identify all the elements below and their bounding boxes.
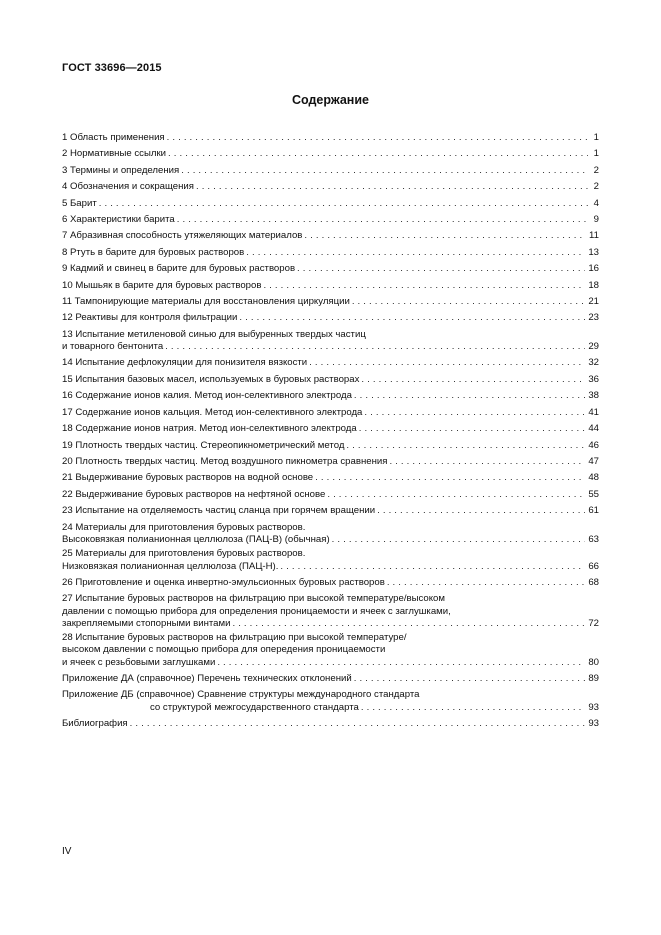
toc-entry[interactable] — [62, 405, 599, 421]
toc-entry-page: 93 — [588, 717, 599, 729]
dot-leader — [364, 405, 585, 421]
dot-leader — [361, 702, 585, 714]
toc-entry-page: 36 — [588, 373, 599, 385]
table-of-contents — [62, 130, 599, 732]
toc-entry[interactable] — [62, 146, 599, 162]
toc-entry[interactable] — [62, 548, 599, 572]
toc-entry[interactable] — [62, 632, 599, 669]
toc-entry-title: и ячеек с резьбовыми заглушками — [62, 656, 216, 668]
toc-entry-title: 7 Абразивная способность утяжеляющих материалов — [62, 230, 303, 242]
toc-entry[interactable] — [62, 245, 599, 261]
dot-leader — [232, 618, 585, 630]
dot-leader — [177, 212, 588, 228]
toc-entry-page: 48 — [588, 472, 599, 484]
dot-leader — [246, 245, 585, 261]
toc-entry-title: 17 Содержание ионов кальция. Метод ион-селективного электрода — [62, 406, 363, 418]
toc-entry-page: 4 — [593, 197, 599, 209]
toc-entry-page: 80 — [588, 656, 599, 668]
toc-entry[interactable] — [62, 454, 599, 470]
dot-leader — [332, 534, 586, 546]
toc-entry-page: 29 — [588, 341, 599, 353]
dot-leader — [359, 421, 586, 437]
toc-entry-text-line: давлении с помощью прибора для определения проницаемости и ячеек с заглушками, — [62, 605, 451, 617]
toc-entry-title: 26 Приготовление и оценка инвертно-эмульсионных буровых растворов — [62, 576, 385, 588]
dot-leader — [354, 671, 586, 687]
toc-entry-title: 4 Обозначения и сокращения — [62, 181, 194, 193]
toc-entry-title: 18 Содержание ионов натрия. Метод ион-селективного электрода — [62, 423, 357, 435]
toc-entry-title: 1 Область применения — [62, 132, 165, 143]
toc-entry-text-line: 13 Испытание метиленовой синью для выбуренных твердых частиц — [62, 329, 366, 341]
dot-leader — [327, 487, 585, 503]
toc-entry-page: 38 — [588, 390, 599, 402]
toc-entry-page: 13 — [588, 246, 599, 258]
toc-entry-title: 3 Термины и определения — [62, 164, 180, 176]
dot-leader — [217, 657, 585, 669]
toc-entry-page: 1 — [593, 148, 599, 160]
dot-leader — [309, 355, 585, 371]
toc-entry-title: 10 Мышьяк в барите для буровых растворов — [62, 279, 262, 291]
toc-entry-title: Приложение ДА (справочное) Перечень технических отклонений — [62, 672, 352, 684]
toc-entry[interactable] — [62, 130, 599, 146]
toc-entry-title: 11 Тампонирующие материалы для восстановления циркуляции — [62, 296, 350, 308]
dot-leader — [361, 372, 585, 388]
toc-entry-title: и товарного бентонита — [62, 341, 164, 353]
toc-entry-title: 5 Барит — [62, 197, 97, 209]
toc-entry[interactable] — [62, 421, 599, 437]
dot-leader — [352, 294, 586, 310]
dot-leader — [263, 278, 585, 294]
toc-entry-page: 44 — [588, 423, 599, 435]
dot-leader — [130, 716, 586, 732]
dot-leader — [181, 163, 588, 179]
toc-entry-title: 8 Ртуть в барите для буровых растворов — [62, 246, 245, 258]
toc-entry-title: закрепляемыми стопорными винтами — [62, 617, 231, 629]
toc-entry-page: 2 — [593, 164, 599, 176]
toc-entry-text-line: 24 Материалы для приготовления буровых растворов. — [62, 521, 306, 533]
toc-entry[interactable] — [62, 689, 599, 713]
toc-entry-title: 2 Нормативные ссылки — [62, 148, 167, 160]
toc-entry-title: 16 Содержание ионов калия. Метод ион-селективного электрода — [62, 390, 352, 402]
toc-entry-page: 23 — [588, 312, 599, 324]
toc-entry-title: 15 Испытания базовых масел, используемых в буровых растворах — [62, 373, 360, 385]
dot-leader — [315, 470, 585, 486]
dot-leader — [167, 130, 588, 146]
toc-entry-text-line: 25 Материалы для приготовления буровых растворов. — [62, 548, 306, 560]
dot-leader — [354, 388, 585, 404]
dot-leader — [389, 454, 585, 470]
toc-entry-title: Высоковязкая полианионная целлюлоза (ПАЦ-В) (обычная) — [62, 533, 330, 545]
toc-entry[interactable] — [62, 388, 599, 404]
toc-entry-title: 19 Плотность твердых частиц. Стереопикнометрический метод — [62, 439, 345, 451]
toc-entry-title: 12 Реактивы для контроля фильтрации — [62, 312, 238, 324]
toc-entry[interactable] — [62, 522, 599, 546]
toc-entry[interactable] — [62, 593, 599, 630]
toc-entry-text-line: высоком давлении с помощью прибора для опередения проницаемости — [62, 644, 386, 656]
toc-entry[interactable] — [62, 329, 599, 353]
dot-leader — [387, 575, 586, 591]
page-number: IV — [62, 846, 72, 857]
toc-entry-page: 68 — [588, 576, 599, 588]
dot-leader — [377, 503, 585, 519]
toc-entry-page: 11 — [589, 230, 599, 242]
toc-entry[interactable] — [62, 278, 599, 294]
toc-entry[interactable] — [62, 716, 599, 732]
toc-entry-title: 14 Испытание дефлокуляции для понизителя вязкости — [62, 357, 308, 369]
dot-leader — [346, 438, 585, 454]
toc-entry-title: со структурой межгосударственного стандарта — [150, 701, 359, 713]
dot-leader — [99, 196, 588, 212]
toc-entry[interactable] — [62, 294, 599, 310]
toc-entry-page: 89 — [588, 672, 599, 684]
toc-entry-page: 46 — [588, 439, 599, 451]
dot-leader — [239, 310, 585, 326]
toc-entry-page: 66 — [588, 560, 599, 572]
dot-leader — [165, 341, 585, 353]
dot-leader — [304, 228, 586, 244]
toc-entry[interactable] — [62, 196, 599, 212]
toc-entry[interactable] — [62, 212, 599, 228]
toc-entry-page: 32 — [588, 357, 599, 369]
toc-entry-title: Библиография — [62, 717, 128, 729]
toc-entry-page: 47 — [588, 455, 599, 467]
toc-entry-title: 23 Испытание на отделяемость частиц сланца при горячем вращении — [62, 505, 376, 517]
toc-entry[interactable] — [62, 261, 599, 277]
toc-entry[interactable] — [62, 671, 599, 687]
toc-entry-text-line: 27 Испытание буровых растворов на фильтрацию при высокой температуре/высоком — [62, 593, 445, 605]
dot-leader — [297, 261, 585, 277]
toc-entry-page: 93 — [588, 701, 599, 713]
toc-entry-title: 6 Характеристики барита — [62, 214, 175, 226]
toc-entry-page: 16 — [588, 263, 599, 275]
toc-entry[interactable] — [62, 438, 599, 454]
toc-entry-title: 20 Плотность твердых частиц. Метод воздушного пикнометра сравнения — [62, 455, 388, 467]
toc-entry[interactable] — [62, 487, 599, 503]
toc-entry[interactable] — [62, 310, 599, 326]
toc-entry-page: 21 — [588, 296, 599, 308]
toc-entry-title: 21 Выдерживание буровых растворов на водной основе — [62, 472, 314, 484]
toc-entry-page: 72 — [588, 617, 599, 629]
toc-entry-page: 41 — [588, 406, 599, 418]
toc-entry-page: 55 — [588, 488, 599, 500]
toc-entry-page: 63 — [588, 533, 599, 545]
toc-entry-title: 22 Выдерживание буровых растворов на нефтяной основе — [62, 488, 326, 500]
toc-entry-page: 9 — [593, 214, 599, 226]
toc-entry[interactable] — [62, 575, 599, 591]
toc-entry[interactable] — [62, 355, 599, 371]
toc-entry[interactable] — [62, 372, 599, 388]
toc-entry[interactable] — [62, 163, 599, 179]
toc-entry-title: Низковязкая полианионная целлюлоза (ПАЦ-Н). — [62, 560, 279, 572]
dot-leader — [280, 561, 585, 573]
toc-entry-page: 61 — [588, 505, 599, 517]
toc-entry-text-line: Приложение ДБ (справочное) Сравнение структуры международного стандарта — [62, 689, 420, 701]
toc-entry-title: 9 Кадмий и свинец в барите для буровых растворов — [62, 263, 296, 275]
toc-entry-page: 1 — [593, 132, 599, 143]
dot-leader — [168, 146, 588, 162]
toc-entry-page: 2 — [593, 181, 599, 193]
toc-entry-page: 18 — [588, 279, 599, 291]
toc-entry[interactable] — [62, 179, 599, 195]
toc-title: Содержание — [291, 93, 369, 107]
toc-entry[interactable] — [62, 228, 599, 244]
toc-entry[interactable] — [62, 503, 599, 519]
document-code: ГОСТ 33696—2015 — [62, 62, 162, 74]
toc-entry-text-line: 28 Испытание буровых растворов на фильтрацию при высокой температуре/ — [62, 632, 407, 644]
dot-leader — [196, 179, 588, 195]
toc-entry[interactable] — [62, 470, 599, 486]
